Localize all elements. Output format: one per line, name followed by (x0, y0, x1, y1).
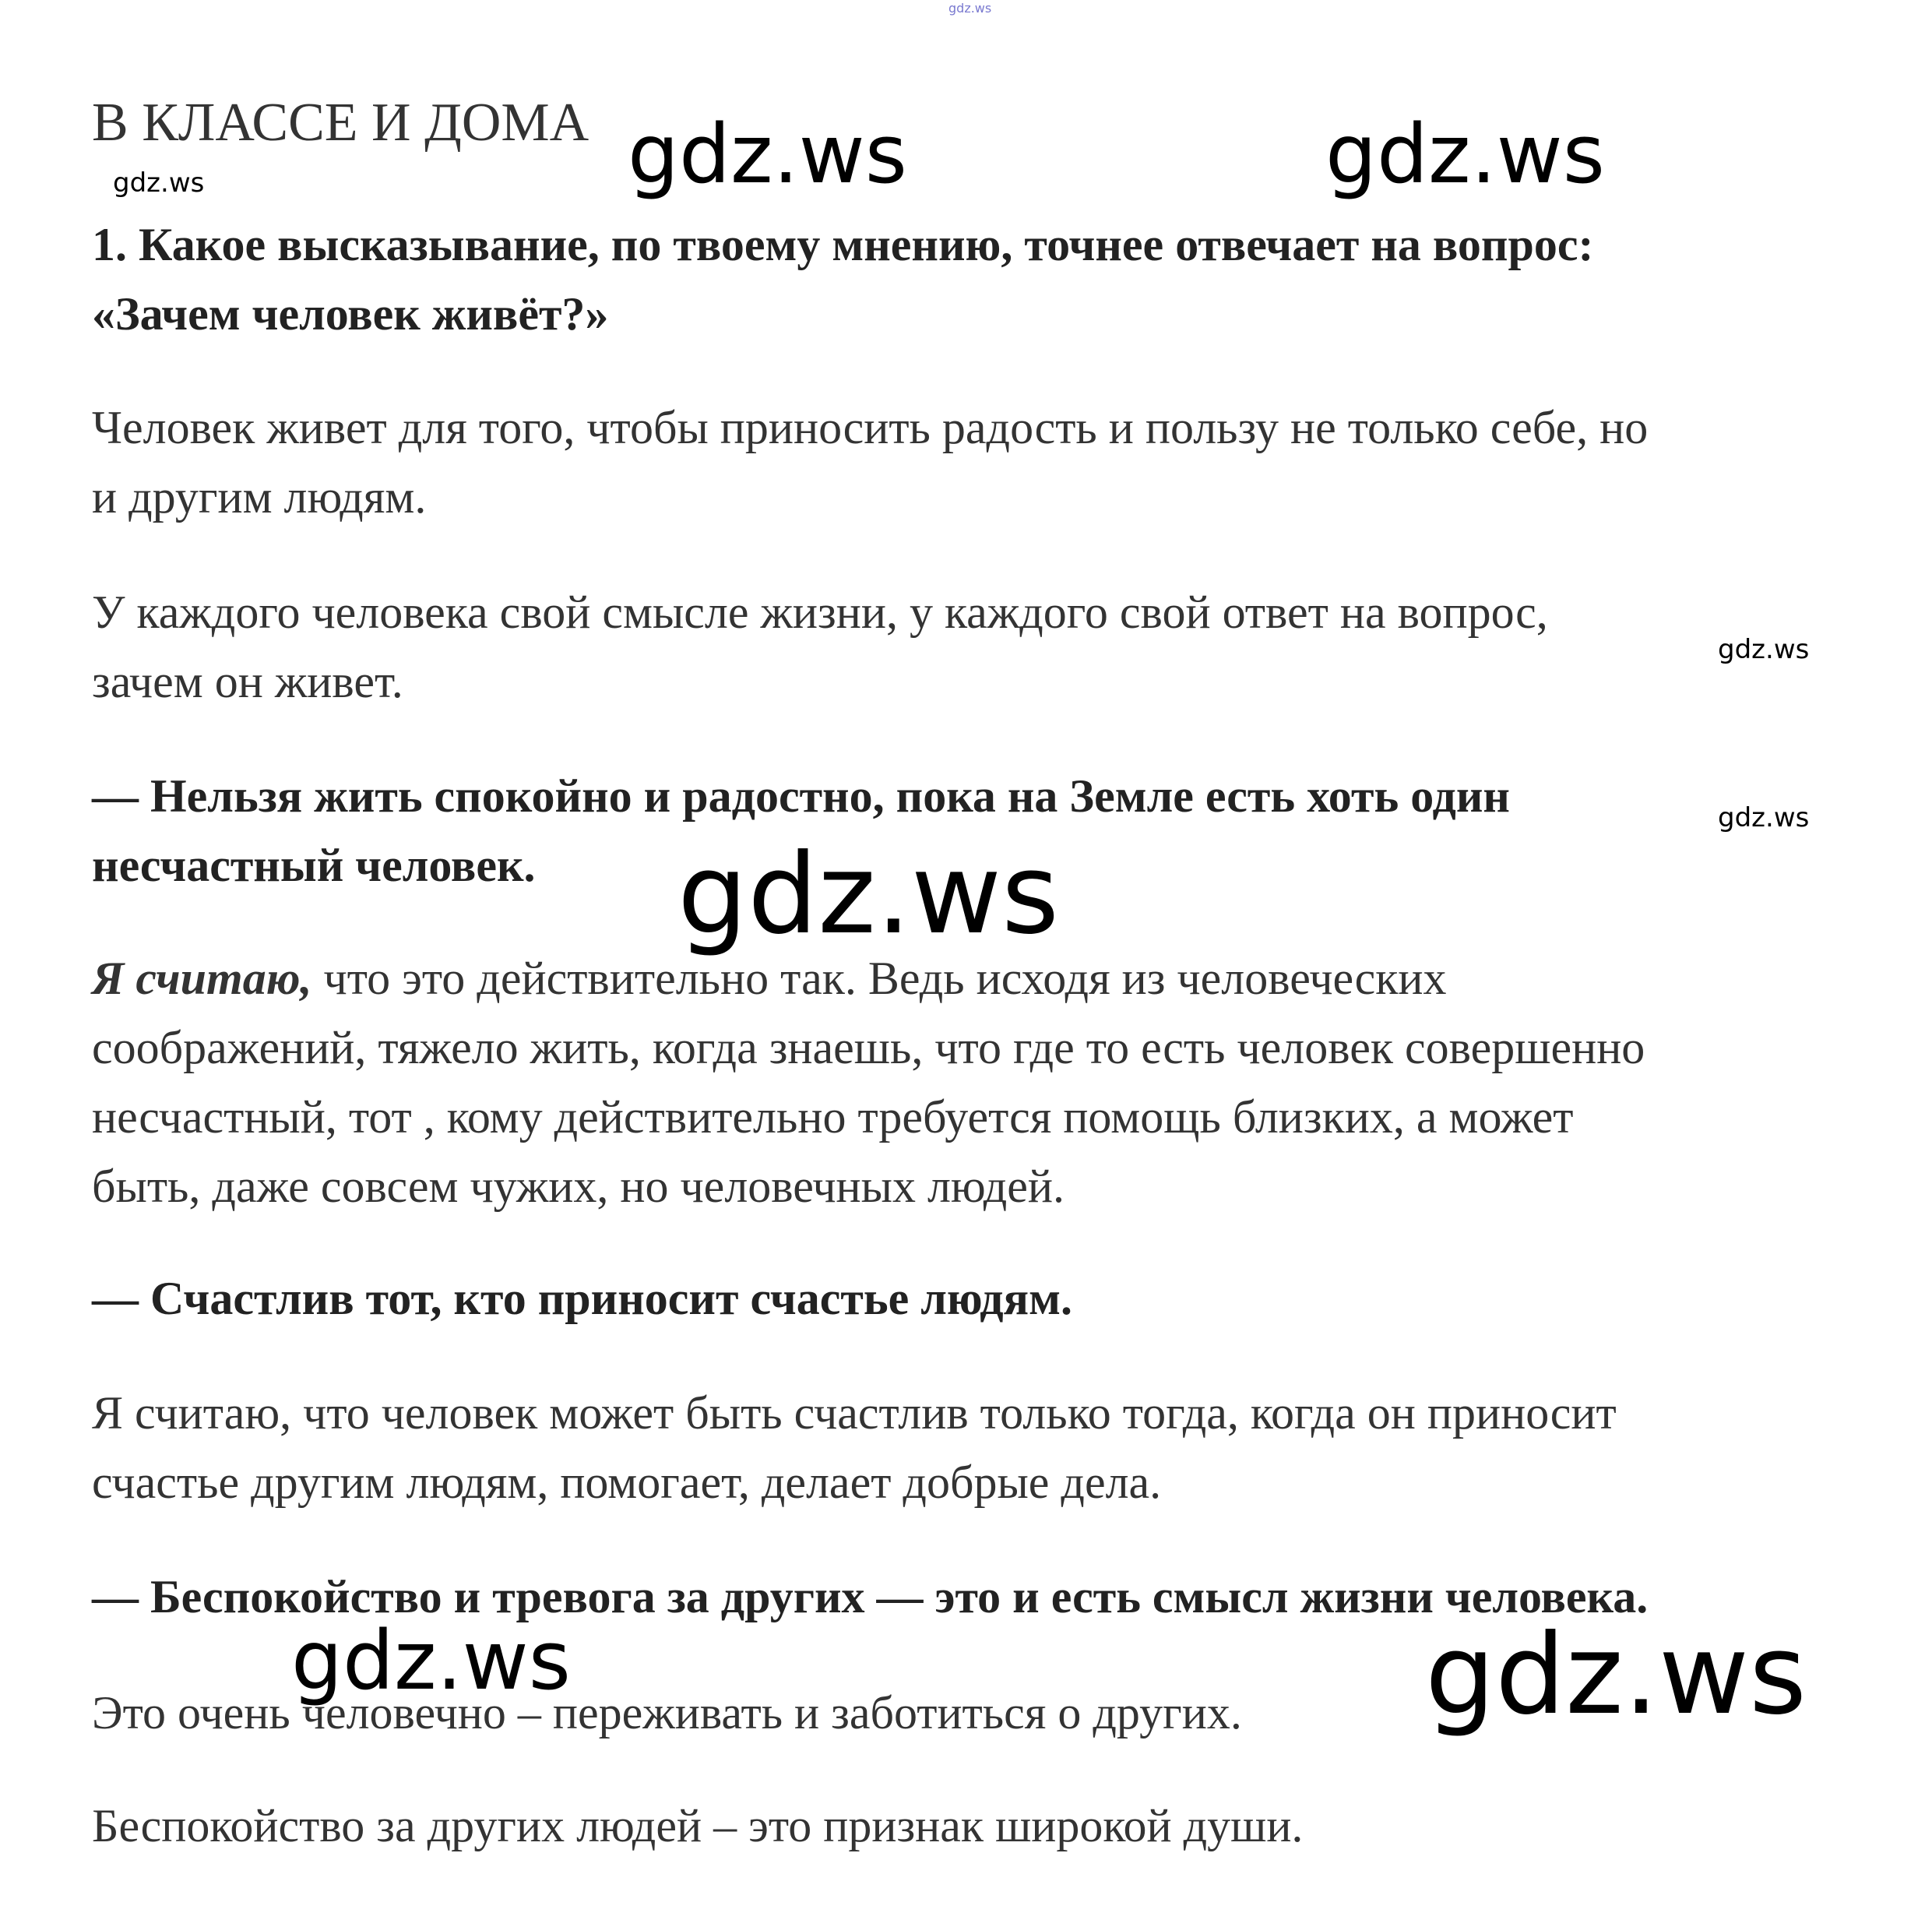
answer-2-line-1: Я считаю, что человек может быть счастлив только тогда, когда он приносит (92, 1387, 1617, 1439)
watermark-medium-3: gdz.ws (291, 1613, 571, 1708)
watermark-small-2: gdz.ws (1718, 634, 1810, 665)
section-title: В КЛАССЕ И ДОМА (92, 93, 589, 153)
intro-paragraph-2-line-1: У каждого человека свой смысле жизни, у каждого свой ответ на вопрос, (92, 587, 1548, 638)
answer-4 (92, 1791, 1906, 1861)
intro-paragraph-1-line-2: и другим людям. (92, 471, 427, 523)
watermark-small-3: gdz.ws (1718, 802, 1810, 833)
statement-2 (92, 1264, 1906, 1333)
statement-2-line-1: — Счастлив тот, кто приносит счастье людям. (92, 1273, 1072, 1324)
answer-2 (92, 1379, 1906, 1517)
intro-paragraph-2-line-2: зачем он живет. (92, 656, 403, 707)
statement-1-line-1: — Нельзя жить спокойно и радостно, пока на Земле есть хоть один (92, 770, 1510, 822)
answer-2-line-2: счастье другим людям, помогает, делает добрые дела. (92, 1457, 1162, 1508)
watermark-small-1: gdz.ws (113, 167, 205, 199)
task-question (92, 210, 1906, 349)
answer-1 (92, 944, 1906, 1221)
answer-3-line-1: Это очень человечно – переживать и заботиться о других. (92, 1687, 1242, 1739)
answer-1-line-1-rest: что это действительно так. Ведь исходя из человеческих (311, 953, 1447, 1004)
watermark-medium-1: gdz.ws (628, 107, 907, 202)
answer-1-emphasis: Я считаю, (92, 953, 312, 1004)
answer-1-line-3: несчастный, тот , кому действительно требуется помощь близких, а может (92, 1091, 1574, 1143)
intro-paragraph-2 (92, 578, 1906, 717)
watermark-top: gdz.ws (948, 1, 992, 16)
statement-3-line-1: — Беспокойство и тревога за других — это и есть смысл жизни человека. (92, 1571, 1649, 1622)
watermark-large-2: gdz.ws (1425, 1611, 1807, 1739)
answer-1-line-4: быть, даже совсем чужих, но человечных людей. (92, 1161, 1065, 1212)
watermark-large-1: gdz.ws (677, 830, 1060, 959)
answer-4-line-1: Беспокойство за других людей – это признак широкой души. (92, 1800, 1304, 1851)
watermark-medium-2: gdz.ws (1325, 107, 1605, 202)
intro-paragraph-1 (92, 393, 1906, 532)
intro-paragraph-1-line-1: Человек живет для того, чтобы приносить радость и пользу не только себе, но (92, 402, 1649, 453)
statement-1-line-2: несчастный человек. (92, 840, 536, 891)
task-question-line-2: «Зачем человек живёт?» (92, 288, 609, 340)
answer-1-line-2: соображений, тяжело жить, когда знаешь, что где то есть человек совершенно (92, 1022, 1645, 1073)
task-question-line-1: 1. Какое высказывание, по твоему мнению, точнее отвечает на вопрос: (92, 219, 1594, 270)
